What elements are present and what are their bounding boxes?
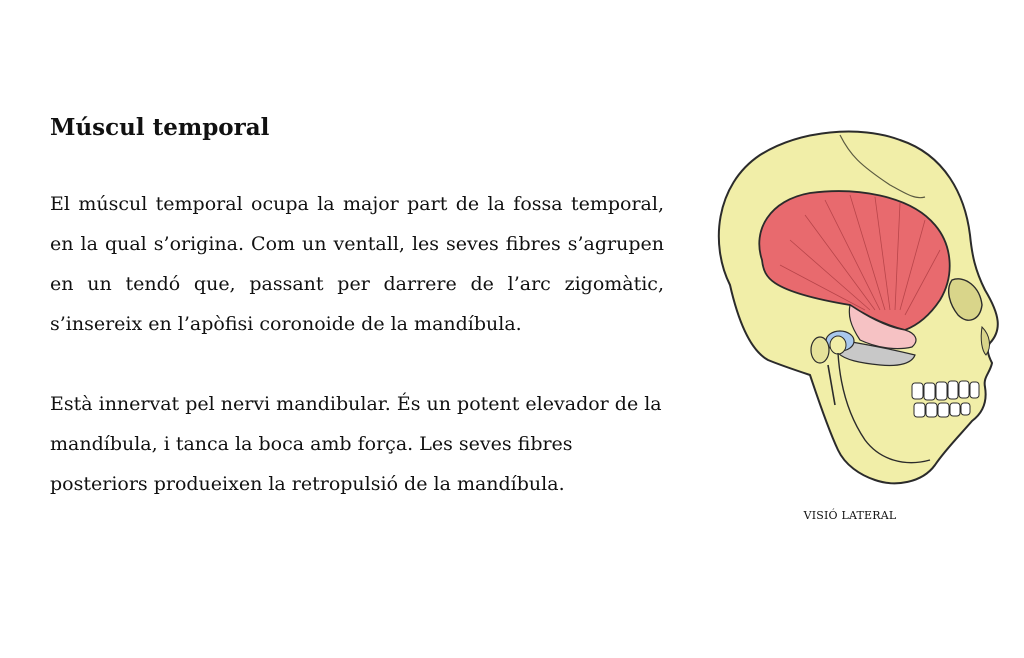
- ear-canal: [811, 337, 829, 363]
- article-paragraph-2: Està innervat pel nervi mandibular. És un potent elevador de la mandíbula, i tanca la boca amb força. Les seves fibres posteriors produeixen la retropulsió de la mandíbula.: [50, 393, 662, 495]
- article-paragraph-1: El múscul temporal ocupa la major part de la fossa temporal, en la qual s’origina. Com un ventall, les seves fibres s’agrupen en un tendó que, passant per darrere de l’arc zigomàtic, s’insereix en l’apòfisi coronoide de la mandíbula.: [50, 193, 664, 335]
- figure-caption: VISIÓ LATERAL: [803, 509, 897, 522]
- mandibular-condyle: [830, 336, 846, 354]
- article: [50, 110, 664, 544]
- article-title: Múscul temporal: [50, 114, 270, 141]
- skull-lateral-illustration: [690, 115, 1010, 505]
- skull-figure: [690, 115, 1010, 535]
